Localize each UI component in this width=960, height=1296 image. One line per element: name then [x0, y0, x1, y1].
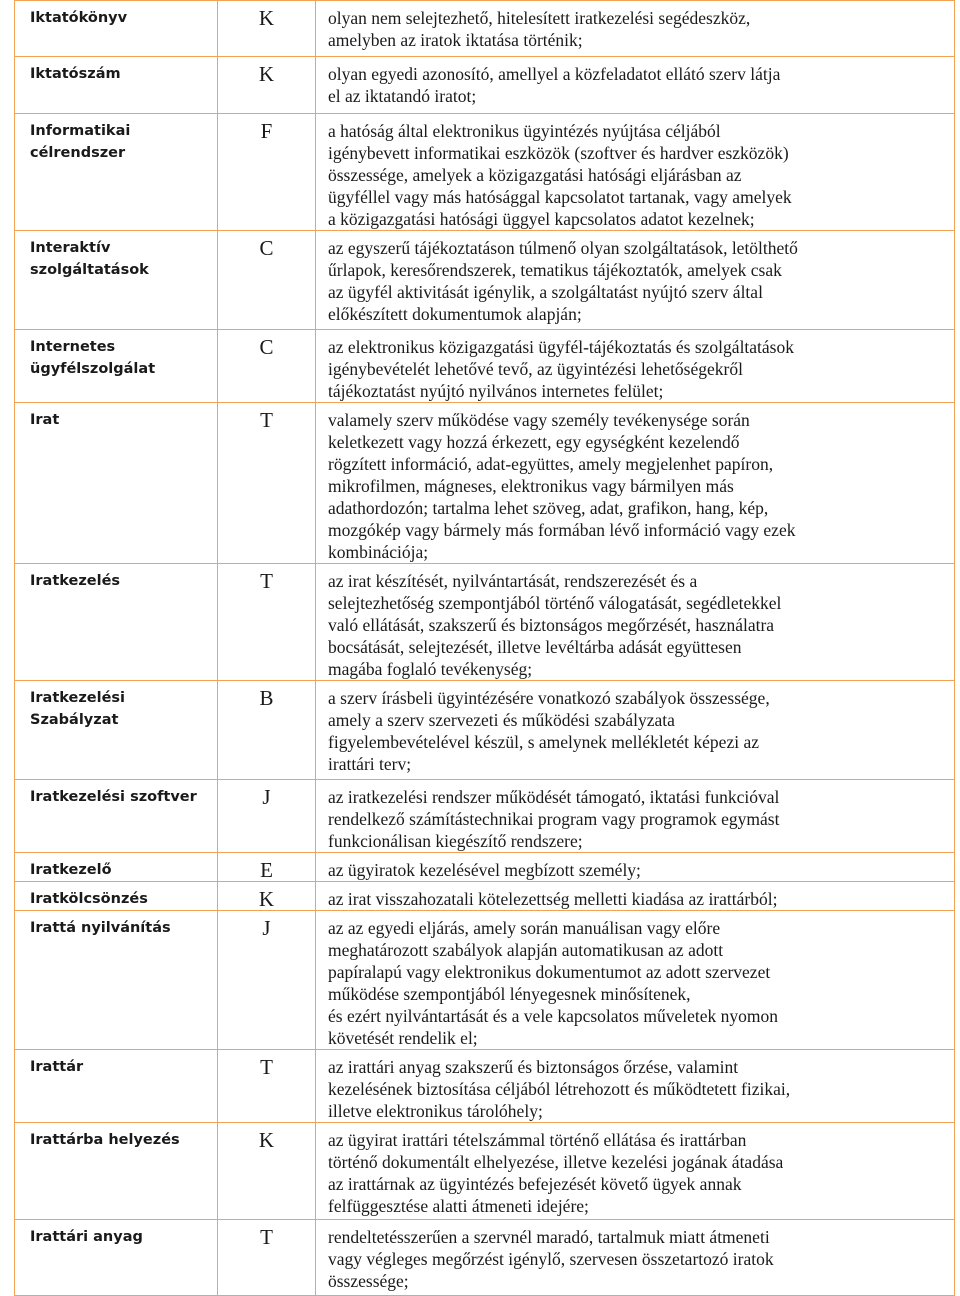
- glossary-row: [15, 564, 955, 681]
- glossary-row: [15, 911, 955, 1050]
- category-code: B: [218, 681, 316, 780]
- definition-text: való ellátását, szakszerű és biztonságos megőrzését, használatra: [328, 615, 775, 635]
- definition-text: illetve elektronikus tárolóhely;: [328, 1101, 543, 1121]
- glossary-table: [14, 0, 955, 1296]
- term-text: Irattári anyag: [30, 1229, 143, 1245]
- category-code: K: [218, 1123, 316, 1220]
- glossary-row: [15, 1123, 955, 1220]
- definition-text: előkészített dokumentumok alapján;: [328, 304, 582, 324]
- definition-text: az irat visszahozatali kötelezettség melletti kiadása az irattárból;: [328, 889, 778, 909]
- definition-text: a közigazgatási hatósági üggyel kapcsolatos adatot kezelnek;: [328, 209, 755, 229]
- category-code: J: [218, 780, 316, 853]
- term-text: Irattá nyilvánítás: [30, 920, 171, 936]
- category-code: K: [218, 1, 316, 57]
- definition-text: igénybevételét lehetővé tevő, az ügyintézési lehetőségekről: [328, 359, 743, 379]
- definition-text: és ezért nyilvántartását és a vele kapcsolatos műveletek nyomon: [328, 1006, 778, 1026]
- glossary-row: [15, 403, 955, 564]
- term-cell: [15, 1, 218, 57]
- glossary-row: [15, 882, 955, 911]
- glossary-row: [15, 330, 955, 403]
- definition-text: az irattárnak az ügyintézés befejezését követő ügyek annak: [328, 1174, 742, 1194]
- category-code: T: [218, 403, 316, 564]
- definition-text: meghatározott szabályok alapján automatikusan az adott: [328, 940, 724, 960]
- definition-cell: [316, 231, 955, 330]
- definition-text: mozgókép vagy bármely más formában lévő információ vagy ezek: [328, 520, 796, 540]
- term-cell: [15, 564, 218, 681]
- term-text: Irat: [30, 412, 60, 428]
- definition-cell: [316, 1123, 955, 1220]
- definition-text: a szerv írásbeli ügyintézésére vonatkozó szabályok összessége,: [328, 688, 770, 708]
- definition-cell: [316, 911, 955, 1050]
- term-text: Szabályzat: [30, 712, 119, 728]
- glossary-row: [15, 231, 955, 330]
- category-code: K: [218, 882, 316, 911]
- definition-text: amelyben az iratok iktatása történik;: [328, 30, 583, 50]
- term-cell: [15, 911, 218, 1050]
- definition-text: a hatóság által elektronikus ügyintézés nyújtása céljából: [328, 121, 721, 141]
- category-code: E: [218, 853, 316, 882]
- term-text: Iratkezelési: [30, 690, 126, 706]
- category-code: C: [218, 231, 316, 330]
- term-text: Iratkezelő: [30, 862, 112, 878]
- definition-text: ügyféllel vagy más hatósággal kapcsolatot tartanak, vagy amelyek: [328, 187, 792, 207]
- term-text: ügyfélszolgálat: [30, 361, 156, 377]
- term-cell: [15, 882, 218, 911]
- definition-text: történő dokumentált elhelyezése, illetve kezelési jogának átadása: [328, 1152, 784, 1172]
- glossary-row: [15, 1, 955, 57]
- definition-text: az irattári anyag szakszerű és biztonságos őrzése, valamint: [328, 1057, 739, 1077]
- definition-text: követését rendelik el;: [328, 1028, 478, 1048]
- definition-cell: [316, 780, 955, 853]
- definition-text: olyan nem selejtezhető, hitelesített iratkezelési segédeszköz,: [328, 8, 751, 28]
- definition-cell: [316, 1220, 955, 1296]
- glossary-row: [15, 853, 955, 882]
- definition-cell: [316, 57, 955, 114]
- definition-cell: [316, 403, 955, 564]
- term-cell: [15, 57, 218, 114]
- definition-text: rögzített információ, adat-együttes, amely megjelenhet papíron,: [328, 454, 774, 474]
- term-text: Irattár: [30, 1059, 84, 1075]
- definition-text: vagy végleges megőrzést igénylő, szervesen összetartozó iratok: [328, 1249, 774, 1269]
- definition-text: az elektronikus közigazgatási ügyfél-tájékoztatás és szolgáltatások: [328, 337, 794, 357]
- definition-text: az az egyedi eljárás, amely során manuálisan vagy előre: [328, 918, 721, 938]
- term-cell: [15, 853, 218, 882]
- category-code: C: [218, 330, 316, 403]
- category-code: T: [218, 564, 316, 681]
- definition-text: az ügyiratok kezelésével megbízott személy;: [328, 860, 641, 880]
- definition-text: az ügyfél aktivitását igénylik, a szolgáltatást nyújtó szerv által: [328, 282, 763, 302]
- definition-text: rendelkező számítástechnikai program vagy programok egymást: [328, 809, 780, 829]
- glossary-row: [15, 1220, 955, 1296]
- definition-cell: [316, 681, 955, 780]
- definition-text: magába foglaló tevékenység;: [328, 659, 533, 679]
- definition-text: adathordozón; tartalma lehet szöveg, adat, grafikon, hang, kép,: [328, 498, 769, 518]
- definition-text: olyan egyedi azonosító, amellyel a közfeladatot ellátó szerv látja: [328, 64, 781, 84]
- definition-text: tájékoztatást nyújtó nyilvános internetes felület;: [328, 381, 664, 401]
- definition-text: az iratkezelési rendszer működését támogató, iktatási funkcióval: [328, 787, 780, 807]
- term-cell: [15, 330, 218, 403]
- term-text: Informatikai: [30, 123, 131, 139]
- term-text: Iratkezelés: [30, 573, 121, 589]
- category-code: T: [218, 1220, 316, 1296]
- definition-text: az irat készítését, nyilvántartását, rendszerezését és a: [328, 571, 698, 591]
- definition-text: amely a szerv szervezeti és működési szabályzata: [328, 710, 675, 730]
- definition-text: rendeltetésszerűen a szervnél maradó, tartalmuk miatt átmeneti: [328, 1227, 770, 1247]
- term-text: Internetes: [30, 339, 116, 355]
- definition-text: kezelésének biztosítása céljából létrehozott és működtetett fizikai,: [328, 1079, 791, 1099]
- definition-cell: [316, 564, 955, 681]
- term-text: Iratkezelési szoftver: [30, 789, 197, 805]
- definition-text: funkcionálisan kiegészítő rendszere;: [328, 831, 583, 851]
- term-text: Iratkölcsönzés: [30, 891, 148, 907]
- definition-text: összessége, amelyek a közigazgatási hatósági eljárásban az: [328, 165, 742, 185]
- term-text: Interaktív: [30, 240, 111, 256]
- glossary-row: [15, 57, 955, 114]
- definition-text: igénybevett informatikai eszközök (szoftver és hardver eszközök): [328, 143, 789, 163]
- term-cell: [15, 780, 218, 853]
- glossary-row: [15, 681, 955, 780]
- term-cell: [15, 403, 218, 564]
- definition-cell: [316, 114, 955, 231]
- definition-text: bocsátását, selejtezését, illetve levéltárba adását együttesen: [328, 637, 742, 657]
- definition-cell: [316, 330, 955, 403]
- category-code: K: [218, 57, 316, 114]
- term-cell: [15, 231, 218, 330]
- definition-text: az egyszerű tájékoztatáson túlmenő olyan szolgáltatások, letölthető: [328, 238, 798, 258]
- term-text: Irattárba helyezés: [30, 1132, 180, 1148]
- definition-text: az ügyirat irattári tételszámmal történő ellátása és irattárban: [328, 1130, 747, 1150]
- glossary-body: [15, 1, 955, 1296]
- definition-text: selejtezhetőség szempontjából történő válogatását, segédletekkel: [328, 593, 782, 613]
- term-text: szolgáltatások: [30, 262, 149, 278]
- category-code: F: [218, 114, 316, 231]
- glossary-row: [15, 1050, 955, 1123]
- definition-text: felfüggesztése alatti átmeneti idejére;: [328, 1196, 589, 1216]
- definition-text: keletkezett vagy hozzá érkezett, egy egységként kezelendő: [328, 432, 740, 452]
- definition-cell: [316, 853, 955, 882]
- definition-cell: [316, 1, 955, 57]
- definition-text: űrlapok, keresőrendszerek, tematikus tájékoztatók, amelyek csak: [328, 260, 782, 280]
- term-cell: [15, 681, 218, 780]
- term-cell: [15, 1050, 218, 1123]
- definition-text: mikrofilmen, mágneses, elektronikus vagy bármilyen más: [328, 476, 734, 496]
- definition-text: irattári terv;: [328, 754, 412, 774]
- term-cell: [15, 1123, 218, 1220]
- definition-text: kombinációja;: [328, 542, 429, 562]
- term-cell: [15, 114, 218, 231]
- definition-text: működése szempontjából lényegesnek minősítenek,: [328, 984, 691, 1004]
- definition-text: papíralapú vagy elektronikus dokumentumot az adott szervezet: [328, 962, 771, 982]
- category-code: J: [218, 911, 316, 1050]
- glossary-row: [15, 114, 955, 231]
- term-text: Iktatókönyv: [30, 10, 128, 26]
- term-text: célrendszer: [30, 145, 126, 161]
- definition-cell: [316, 1050, 955, 1123]
- term-text: Iktatószám: [30, 66, 121, 82]
- category-code: T: [218, 1050, 316, 1123]
- definition-text: valamely szerv működése vagy személy tevékenysége során: [328, 410, 750, 430]
- definition-text: figyelembevételével készül, s amelynek mellékletét képezi az: [328, 732, 759, 752]
- glossary-row: [15, 780, 955, 853]
- term-cell: [15, 1220, 218, 1296]
- definition-cell: [316, 882, 955, 911]
- definition-text: el az iktatandó iratot;: [328, 86, 477, 106]
- definition-text: összessége;: [328, 1271, 409, 1291]
